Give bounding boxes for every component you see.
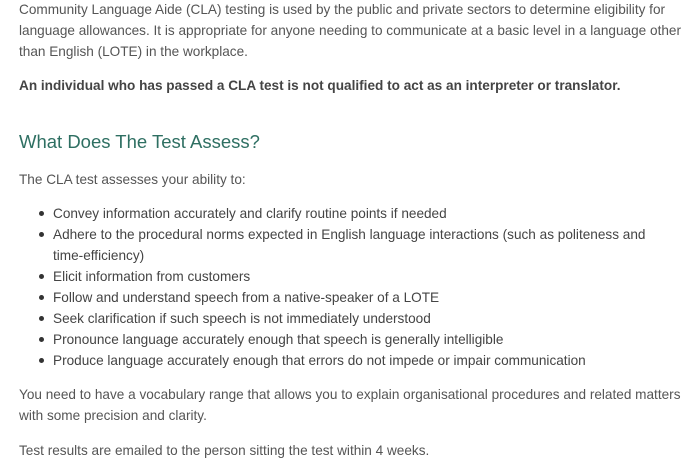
- intro-paragraph: Community Language Aide (CLA) testing is used by the public and private sectors to determine eligibility for language allowances. It is appropriate for anyone needing to communicate at a basic level in a language other than English (LOTE) in the workplace.: [19, 2, 681, 59]
- skill-item: [19, 350, 659, 371]
- skill-text: Convey information accurately and clarify routine points if needed: [53, 206, 447, 221]
- skill-text: Follow and understand speech from a native-speaker of a LOTE: [53, 290, 440, 305]
- skill-text: Elicit information from customers: [53, 269, 251, 284]
- skill-item: [19, 203, 659, 224]
- skill-item: [19, 308, 659, 329]
- results-note: Test results are emailed to the person sitting the test within 4 weeks.: [19, 443, 430, 458]
- vocabulary-note: You need to have a vocabulary range that allows you to explain organisational procedures and related matters with some precision and clarity.: [19, 387, 681, 423]
- bullet-icon: [39, 274, 44, 279]
- skill-text: Pronounce language accurately enough that speech is generally intelligible: [53, 332, 504, 347]
- bullet-icon: [39, 295, 44, 300]
- interpreter-warning: An individual who has passed a CLA test is not qualified to act as an interpreter or translator.: [19, 78, 621, 93]
- skills-lead-text: The CLA test assesses your ability to:: [19, 172, 246, 187]
- skill-item: [19, 266, 659, 287]
- skill-item: [19, 224, 659, 266]
- skill-text: Seek clarification if such speech is not immediately understood: [53, 311, 431, 326]
- skill-item: [19, 287, 659, 308]
- bullet-icon: [39, 337, 44, 342]
- skill-item: [19, 329, 659, 350]
- skills-list: [19, 203, 659, 371]
- bullet-icon: [39, 232, 44, 237]
- bullet-icon: [39, 316, 44, 321]
- bullet-icon: [39, 211, 44, 216]
- skill-text: Produce language accurately enough that errors do not impede or impair communication: [53, 353, 586, 368]
- section-heading: What Does The Test Assess?: [19, 131, 260, 152]
- bullet-icon: [39, 358, 44, 363]
- skill-text: Adhere to the procedural norms expected in English language interactions (such as politeness and time-efficiency): [53, 227, 646, 263]
